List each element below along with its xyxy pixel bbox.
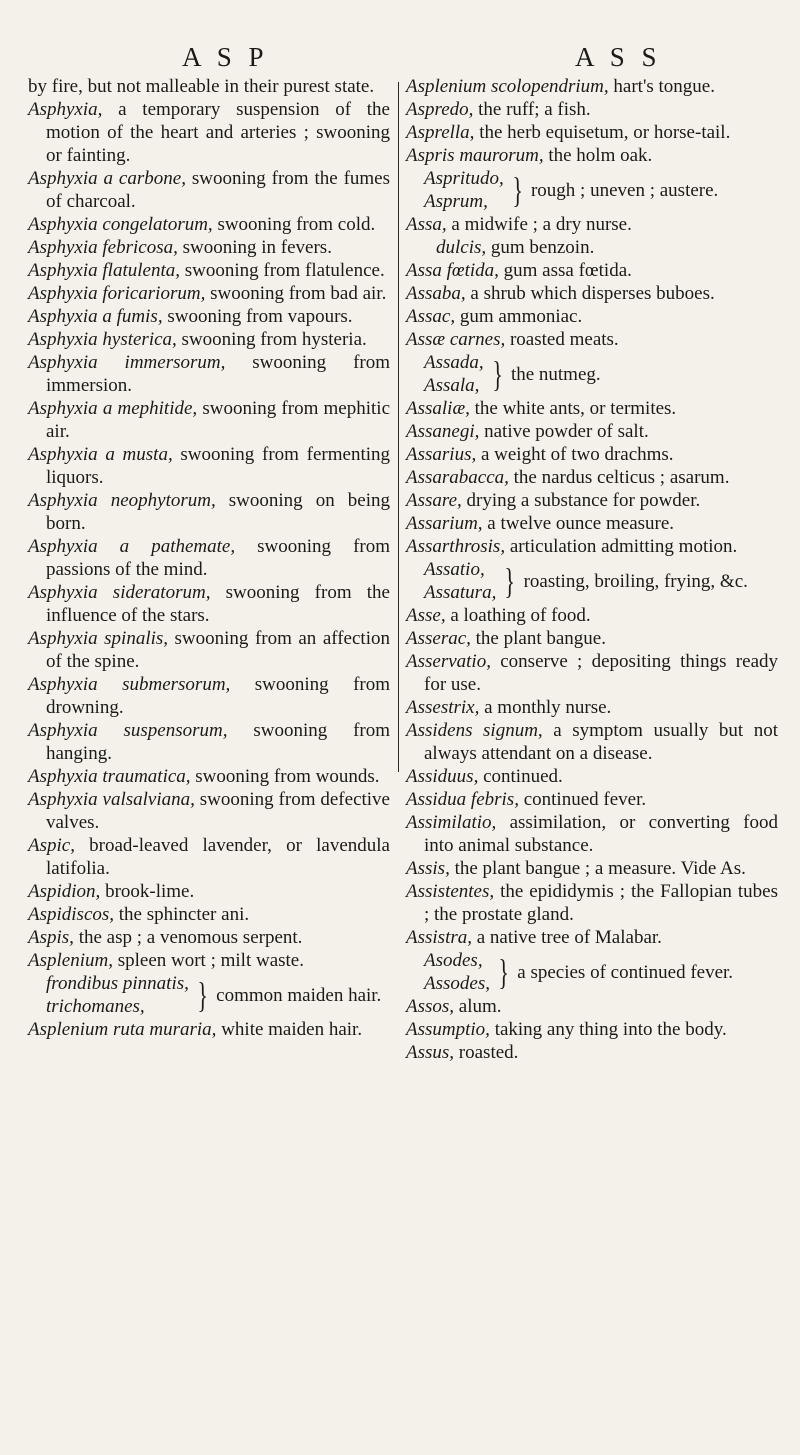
entry-headword: Assos,: [406, 996, 455, 1017]
entry-definition: a native tree of Malabar.: [472, 927, 662, 948]
dictionary-entry: [28, 443, 390, 489]
entry-definition: swooning from passions of the mind.: [46, 536, 390, 580]
entry-definition: roasted.: [454, 1042, 519, 1063]
entry-headword: Asprella,: [406, 122, 475, 143]
entry-headword: Aspris maurorum,: [406, 145, 544, 166]
entry-definition: rough ; uneven ; austere.: [530, 179, 719, 201]
brace-glyph: }: [197, 975, 208, 1015]
entry-headword: Aspidiscos,: [28, 904, 115, 925]
entry-headword: Assaliæ,: [406, 398, 470, 419]
dictionary-entry: [406, 98, 778, 121]
entry-headword: Assistentes,: [406, 881, 495, 902]
dictionary-entry: [28, 949, 390, 972]
entry-headword: Assa,: [406, 214, 447, 235]
entry-definition: a temporary suspension of the motion of the heart and arteries ; swooning or fainting.: [46, 99, 390, 166]
dictionary-entry: [28, 75, 390, 98]
entry-headword: Asphyxia suspensorum,: [28, 720, 228, 741]
dictionary-entry: [406, 305, 778, 328]
dictionary-entry: [406, 443, 778, 466]
dictionary-entry: [406, 604, 778, 627]
entry-definition: gum ammoniac.: [455, 306, 583, 327]
running-head-left: A S P: [182, 42, 269, 72]
entry-definition: broad-leaved lavender, or lavendula latifolia.: [46, 835, 390, 879]
entry-headword: Aspredo,: [406, 99, 474, 120]
entry-definition: the ruff; a fish.: [473, 99, 591, 120]
dictionary-entry: [406, 144, 778, 167]
entry-definition: swooning from immersion.: [46, 352, 390, 396]
entry-definition: the plant bangue ; a measure. Vide As.: [449, 858, 746, 879]
entry-definition: the asp ; a venomous serpent.: [73, 927, 303, 948]
entry-definition: swooning on being born.: [46, 490, 391, 534]
entry-definition: alum.: [454, 996, 502, 1017]
dictionary-entry: [406, 167, 778, 213]
entry-definition: gum assa fœtida.: [498, 260, 632, 281]
dictionary-entry: [28, 213, 390, 236]
entry-definition: taking any thing into the body.: [489, 1019, 727, 1040]
dictionary-entry: [28, 627, 390, 673]
entry-headword: Assarius,: [406, 444, 477, 465]
dictionary-entry: [406, 811, 778, 857]
dictionary-entry: [28, 259, 390, 282]
dictionary-entry: [28, 236, 390, 259]
entry-definition: swooning in fevers.: [177, 237, 332, 258]
entry-definition: native powder of salt.: [479, 421, 649, 442]
dictionary-entry: [28, 167, 390, 213]
entry-headword: Assimilatio,: [406, 812, 497, 833]
entry-headword: Asphyxia febricosa,: [28, 237, 178, 258]
dictionary-entry: [406, 650, 778, 696]
dictionary-entry: [406, 535, 778, 558]
dictionary-entry: [406, 489, 778, 512]
entry-headword: dulcis,: [436, 237, 487, 258]
entry-definition: roasting, broiling, frying, &c.: [523, 570, 748, 592]
dictionary-entry: [28, 673, 390, 719]
entry-definition: swooning from wounds.: [190, 766, 380, 787]
dictionary-entry: [406, 259, 778, 282]
entry-headword: Assodes,: [424, 973, 490, 994]
dictionary-entry: [406, 696, 778, 719]
entry-definition: roasted meats.: [505, 329, 619, 350]
entry-headword: Assumptio,: [406, 1019, 490, 1040]
dictionary-entry: [28, 719, 390, 765]
entry-headword: Asphyxia spinalis,: [28, 628, 169, 649]
running-head-right: A S S: [575, 42, 662, 72]
entry-headword: Assidua febris,: [406, 789, 519, 810]
dictionary-entry: [406, 995, 778, 1018]
dictionary-entry: [406, 788, 778, 811]
entry-headword-group: [424, 558, 496, 604]
dictionary-entry: [406, 857, 778, 880]
entry-definition: the white ants, or termites.: [469, 398, 677, 419]
entry-headword: Assare,: [406, 490, 462, 511]
dictionary-entry: [28, 788, 390, 834]
entry-headword: Asphyxia a pathemate,: [28, 536, 236, 557]
entry-headword: Asphyxia congelatorum,: [28, 214, 213, 235]
entry-headword: Assarthrosis,: [406, 536, 506, 557]
entry-headword: Asphyxia immersorum,: [28, 352, 226, 373]
dictionary-entry: [406, 1018, 778, 1041]
entry-definition: a twelve ounce measure.: [482, 513, 675, 534]
entry-definition: the sphincter ani.: [114, 904, 250, 925]
entry-headword: Assarium,: [406, 513, 483, 534]
entry-definition: the nardus celticus ; asarum.: [508, 467, 730, 488]
entry-headword: Asphyxia neophytorum,: [28, 490, 216, 511]
dictionary-entry: [28, 903, 390, 926]
dictionary-entry: [406, 949, 778, 995]
dictionary-entry: [406, 213, 778, 236]
dictionary-entry: [406, 75, 778, 98]
dictionary-entry: [28, 765, 390, 788]
dictionary-entry: [28, 926, 390, 949]
entry-definition: swooning from vapours.: [162, 306, 353, 327]
entry-definition: gum benzoin.: [486, 237, 595, 258]
entry-headword: Aspritudo,: [424, 168, 504, 189]
entry-headword: Asphyxia a fumis,: [28, 306, 163, 327]
entry-headword-group: [424, 351, 484, 397]
entry-definition: swooning from fermenting liquors.: [46, 444, 390, 488]
dictionary-entry: [28, 834, 390, 880]
entry-definition: drying a substance for powder.: [461, 490, 701, 511]
dictionary-entry: [28, 880, 390, 903]
dictionary-entry: [28, 98, 390, 167]
entry-headword: Assada,: [424, 352, 484, 373]
entry-definition: swooning from the fumes of charcoal.: [46, 168, 390, 212]
entry-definition: white maiden hair.: [216, 1019, 363, 1040]
dictionary-entry: [28, 581, 390, 627]
brace-glyph: }: [512, 170, 523, 210]
entry-headword: Aspis,: [28, 927, 74, 948]
entry-headword: Asphyxia traumatica,: [28, 766, 191, 787]
entry-definition: swooning from hysteria.: [176, 329, 367, 350]
dictionary-entry: [28, 489, 390, 535]
entry-definition: the herb equisetum, or horse-tail.: [474, 122, 731, 143]
dictionary-entry: [406, 282, 778, 305]
entry-definition: a symptom usually but not always attendant on a disease.: [424, 720, 778, 764]
dictionary-entry: [28, 328, 390, 351]
entry-definition: brook-lime.: [100, 881, 195, 902]
dictionary-entry: [406, 466, 778, 489]
entry-headword: Asphyxia,: [28, 99, 103, 120]
entry-headword: Asphyxia a carbone,: [28, 168, 186, 189]
entry-headword: Asphyxia a musta,: [28, 444, 173, 465]
entry-headword: Assala,: [424, 375, 480, 396]
brace-glyph: }: [492, 354, 503, 394]
entry-definition: articulation admitting motion.: [505, 536, 738, 557]
column-divider: [398, 82, 399, 772]
entry-definition: continued fever.: [518, 789, 647, 810]
right-column: [406, 75, 778, 1064]
dictionary-entry: [28, 351, 390, 397]
entry-definition: swooning from defective valves.: [46, 789, 390, 833]
dictionary-entry: [28, 305, 390, 328]
dictionary-entry: [28, 1018, 390, 1041]
entry-definition: common maiden hair.: [216, 984, 382, 1006]
entry-headword: Asplenium ruta muraria,: [28, 1019, 217, 1040]
entry-definition: swooning from hanging.: [46, 720, 390, 764]
entry-definition: a species of continued fever.: [517, 961, 734, 983]
entry-definition: the holm oak.: [543, 145, 653, 166]
dictionary-entry: [406, 328, 778, 351]
entry-headword: Assistra,: [406, 927, 472, 948]
dictionary-entry: [406, 558, 778, 604]
dictionary-entry: [406, 236, 778, 259]
entry-headword: Assa fœtida,: [406, 260, 499, 281]
entry-headword: trichomanes,: [46, 996, 145, 1017]
entry-definition: by fire, but not malleable in their purest state.: [28, 76, 375, 97]
dictionary-entry: [406, 351, 778, 397]
entry-headword: Assaba,: [406, 283, 466, 304]
entry-headword: frondibus pinnatis,: [46, 973, 189, 994]
entry-headword: Asplenium scolopendrium,: [406, 76, 609, 97]
entry-headword: Asphyxia submersorum,: [28, 674, 231, 695]
entry-headword: Asprum,: [424, 191, 488, 212]
entry-headword: Assac,: [406, 306, 456, 327]
entry-definition: swooning from cold.: [212, 214, 376, 235]
entry-headword: Assidens signum,: [406, 720, 543, 741]
entry-headword: Assus,: [406, 1042, 455, 1063]
entry-definition: swooning from the influence of the stars.: [46, 582, 390, 626]
dictionary-entry: [406, 420, 778, 443]
dictionary-entry: [28, 972, 390, 1018]
brace-glyph: }: [498, 952, 509, 992]
entry-definition: the nutmeg.: [510, 363, 601, 385]
left-column: [28, 75, 390, 1041]
entry-headword: Assarabacca,: [406, 467, 509, 488]
entry-headword: Asplenium,: [28, 950, 113, 971]
entry-headword-group: [46, 972, 189, 1018]
entry-definition: swooning from mephitic air.: [46, 398, 390, 442]
entry-definition: continued.: [478, 766, 563, 787]
dictionary-entry: [406, 880, 778, 926]
dictionary-entry: [406, 397, 778, 420]
entry-definition: assimilation, or converting food into animal substance.: [424, 812, 778, 856]
dictionary-entry: [28, 397, 390, 443]
entry-headword: Assis,: [406, 858, 450, 879]
entry-headword: Asservatio,: [406, 651, 491, 672]
dictionary-entry: [28, 535, 390, 581]
brace-glyph: }: [504, 561, 516, 601]
dictionary-entry: [406, 1041, 778, 1064]
entry-headword: Asphyxia a mephitide,: [28, 398, 198, 419]
entry-definition: swooning from drowning.: [46, 674, 390, 718]
entry-definition: a loathing of food.: [445, 605, 591, 626]
entry-headword: Assatura,: [424, 582, 497, 603]
dictionary-entry: [406, 121, 778, 144]
dictionary-entry: [28, 282, 390, 305]
dictionary-entry: [406, 512, 778, 535]
entry-definition: swooning from an affection of the spine.: [46, 628, 390, 672]
entry-headword: Asodes,: [424, 950, 483, 971]
entry-headword: Aspidion,: [28, 881, 101, 902]
entry-definition: hart's tongue.: [608, 76, 715, 97]
entry-headword: Asphyxia sideratorum,: [28, 582, 211, 603]
entry-definition: the epididymis ; the Fallopian tubes ; the prostate gland.: [424, 881, 778, 925]
entry-headword-group: [424, 167, 504, 213]
entry-headword: Asphyxia valsalviana,: [28, 789, 195, 810]
entry-headword-group: [424, 949, 490, 995]
entry-definition: a weight of two drachms.: [476, 444, 674, 465]
entry-headword: Asserac,: [406, 628, 471, 649]
entry-definition: swooning from bad air.: [205, 283, 387, 304]
entry-definition: the plant bangue.: [470, 628, 606, 649]
entry-headword: Asse,: [406, 605, 446, 626]
entry-headword: Assæ carnes,: [406, 329, 506, 350]
dictionary-entry: [406, 627, 778, 650]
entry-headword: Assanegi,: [406, 421, 480, 442]
entry-definition: a monthly nurse.: [479, 697, 612, 718]
entry-headword: Aspic,: [28, 835, 75, 856]
entry-headword: Assestrix,: [406, 697, 480, 718]
entry-headword: Assiduus,: [406, 766, 479, 787]
entry-headword: Asphyxia foricariorum,: [28, 283, 206, 304]
entry-definition: a midwife ; a dry nurse.: [446, 214, 632, 235]
entry-definition: spleen wort ; milt waste.: [112, 950, 304, 971]
dictionary-entry: [406, 765, 778, 788]
entry-headword: Asphyxia hysterica,: [28, 329, 177, 350]
entry-definition: conserve ; depositing things ready for use.: [424, 651, 778, 695]
entry-definition: a shrub which disperses buboes.: [465, 283, 715, 304]
dictionary-entry: [406, 926, 778, 949]
entry-definition: swooning from flatulence.: [179, 260, 385, 281]
dictionary-entry: [406, 719, 778, 765]
entry-headword: Asphyxia flatulenta,: [28, 260, 180, 281]
entry-headword: Assatio,: [424, 559, 485, 580]
